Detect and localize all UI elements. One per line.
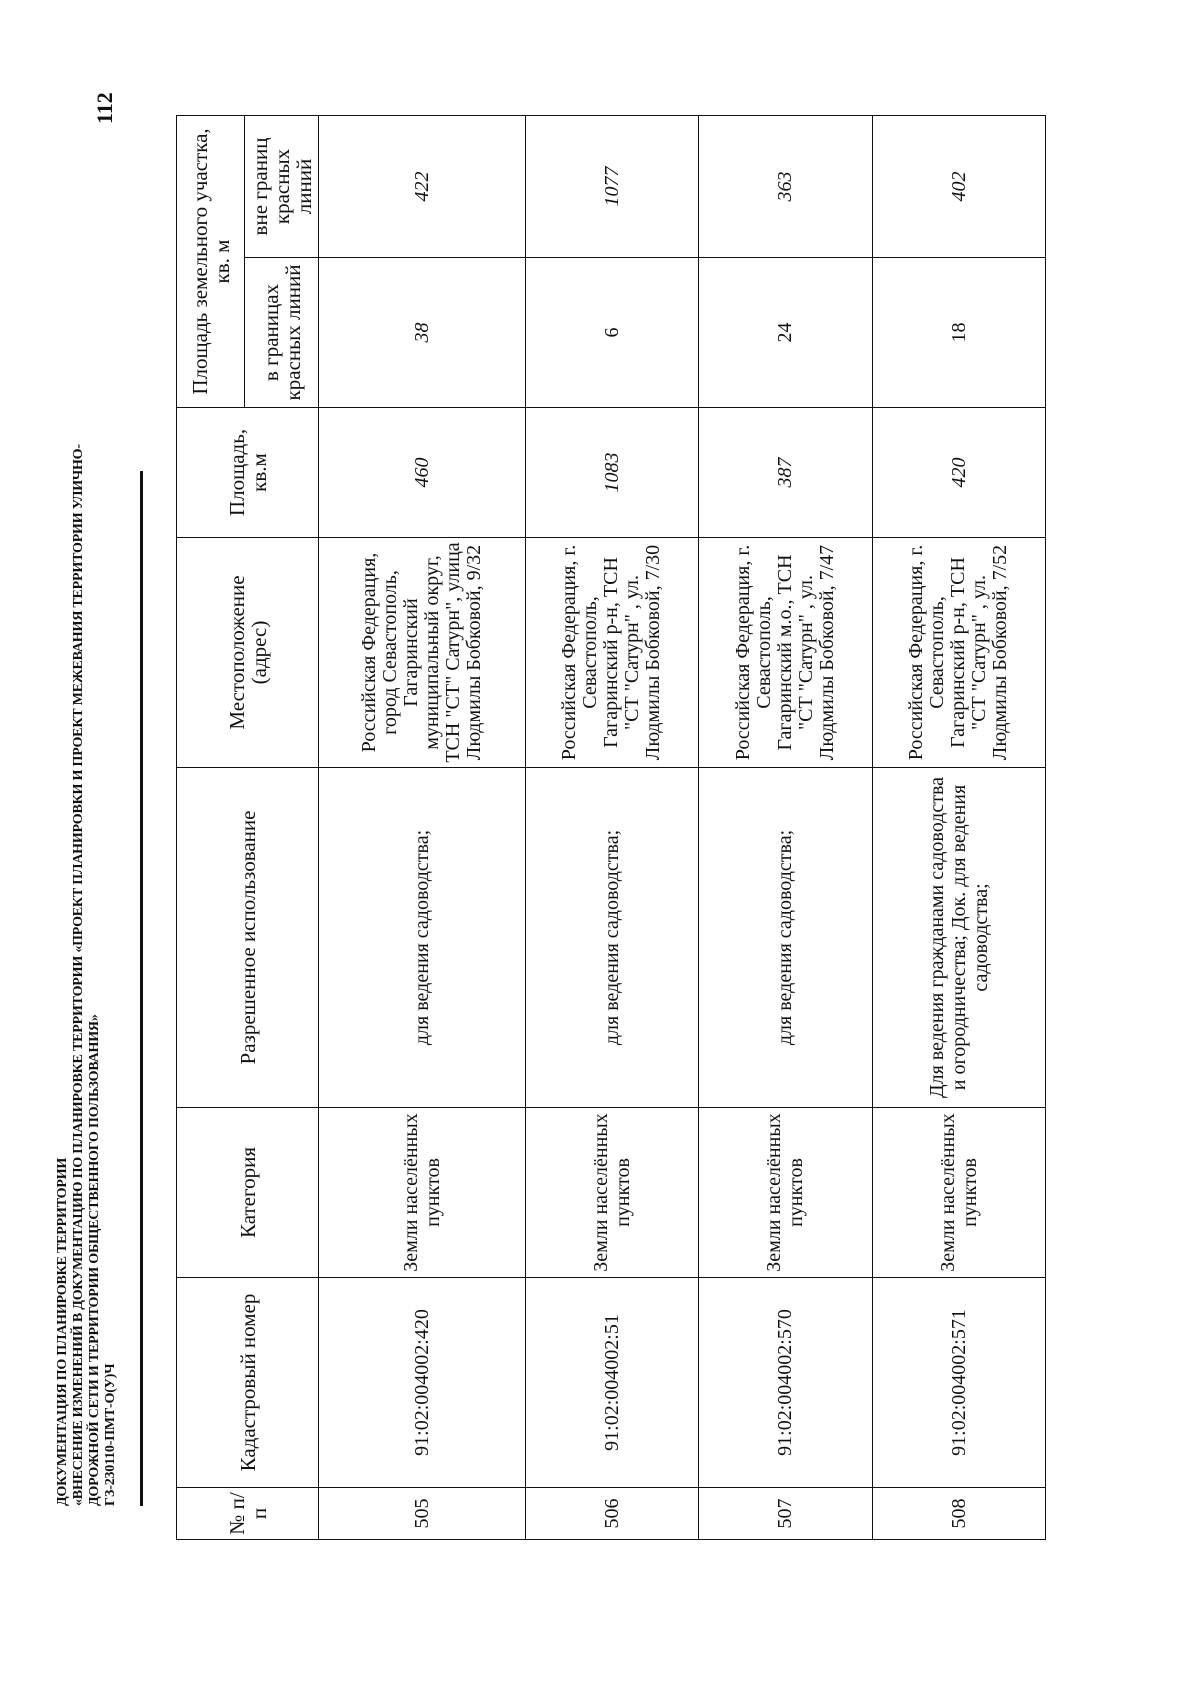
area: 460 <box>319 408 526 538</box>
address: Российская Федерация, г. Севастополь, Гагаринский р-н, ТСН "СТ "Сатурн" , ул. Людмилы Бобковой, 7/52 <box>872 538 1045 768</box>
header-line: ДОРОЖНОЙ СЕТИ И ТЕРРИТОРИИ ОБЩЕСТВЕННОГО ПОЛЬЗОВАНИЯ» <box>87 1014 102 1506</box>
cadastral-number: 91:02:004002:420 <box>319 1278 526 1488</box>
header-line: ДОКУМЕНТАЦИЯ ПО ПЛАНИРОВКЕ ТЕРРИТОРИИ <box>55 1157 70 1506</box>
category: Земли населённых пунктов <box>872 1108 1045 1278</box>
header-category: Категория <box>177 1108 319 1278</box>
header-divider <box>140 471 143 1506</box>
area-inside: 18 <box>872 258 1045 408</box>
header-area: Площадь, кв.м <box>177 408 319 538</box>
land-plot-table <box>176 115 1046 1540</box>
address: Российская Федерация, г. Севастополь, Гагаринский м.о., ТСН "СТ "Сатурн" , ул. Людмилы Бобковой, 7/47 <box>699 538 872 768</box>
header-cadastral: Кадастровый номер <box>177 1278 319 1488</box>
table-row <box>319 115 526 1539</box>
address: Российская Федерация, город Севастополь, Гагаринский муниципальный округ, ТСН "СТ" Сатурн", улица Людмилы Бобковой, 9/32 <box>319 538 526 768</box>
row-num: 506 <box>525 1488 698 1540</box>
permitted-use: для ведения садоводства; <box>699 768 872 1108</box>
table-row <box>872 115 1045 1539</box>
header-outside-red-lines: вне границ красных линий <box>245 115 319 257</box>
page-number: 112 <box>92 92 117 124</box>
permitted-use: для ведения садоводства; <box>319 768 526 1108</box>
permitted-use: для ведения садоводства; <box>525 768 698 1108</box>
header-use: Разрешенное использование <box>177 768 319 1108</box>
area: 1083 <box>525 408 698 538</box>
category: Земли населённых пунктов <box>319 1108 526 1278</box>
area-outside: 1077 <box>525 115 698 257</box>
header-plot-area: Площадь земельного участка, кв. м <box>177 115 245 407</box>
area-inside: 6 <box>525 258 698 408</box>
cadastral-number: 91:02:004002:571 <box>872 1278 1045 1488</box>
row-num: 508 <box>872 1488 1045 1540</box>
cadastral-number: 91:02:004002:570 <box>699 1278 872 1488</box>
row-num: 507 <box>699 1488 872 1540</box>
permitted-use: Для ведения гражданами садоводства и огородничества; Док. для ведения садоводства; <box>872 768 1045 1108</box>
header-inside-red-lines: в границах красных линий <box>245 258 319 408</box>
category: Земли населённых пунктов <box>699 1108 872 1278</box>
area-outside: 363 <box>699 115 872 257</box>
cadastral-number: 91:02:004002:51 <box>525 1278 698 1488</box>
table-row <box>525 115 698 1539</box>
header-line: ГЗ-230110-ПМТ-О(У)Ч <box>103 1363 118 1506</box>
header-address: Местоположение (адрес) <box>177 538 319 768</box>
area-outside: 422 <box>319 115 526 257</box>
row-num: 505 <box>319 1488 526 1540</box>
header-num: № п/п <box>177 1488 319 1540</box>
document-header <box>55 206 119 1506</box>
table-row <box>699 115 872 1539</box>
area: 387 <box>699 408 872 538</box>
header-line: «ВНЕСЕНИЕ ИЗМЕНЕНИЙ В ДОКУМЕНТАЦИЮ ПО ПЛАНИРОВКЕ ТЕРРИТОРИИ «ПРОЕКТ ПЛАНИРОВКИ И ПРОЕКТ МЕЖЕВАНИЯ ТЕРРИТОРИИ УЛИЧНО- <box>71 444 86 1506</box>
area: 420 <box>872 408 1045 538</box>
area-inside: 24 <box>699 258 872 408</box>
category: Земли населённых пунктов <box>525 1108 698 1278</box>
area-outside: 402 <box>872 115 1045 257</box>
area-inside: 38 <box>319 258 526 408</box>
address: Российская Федерация, г. Севастополь, Гагаринский р-н, ТСН "СТ "Сатурн" , ул. Людмилы Бобковой, 7/30 <box>525 538 698 768</box>
